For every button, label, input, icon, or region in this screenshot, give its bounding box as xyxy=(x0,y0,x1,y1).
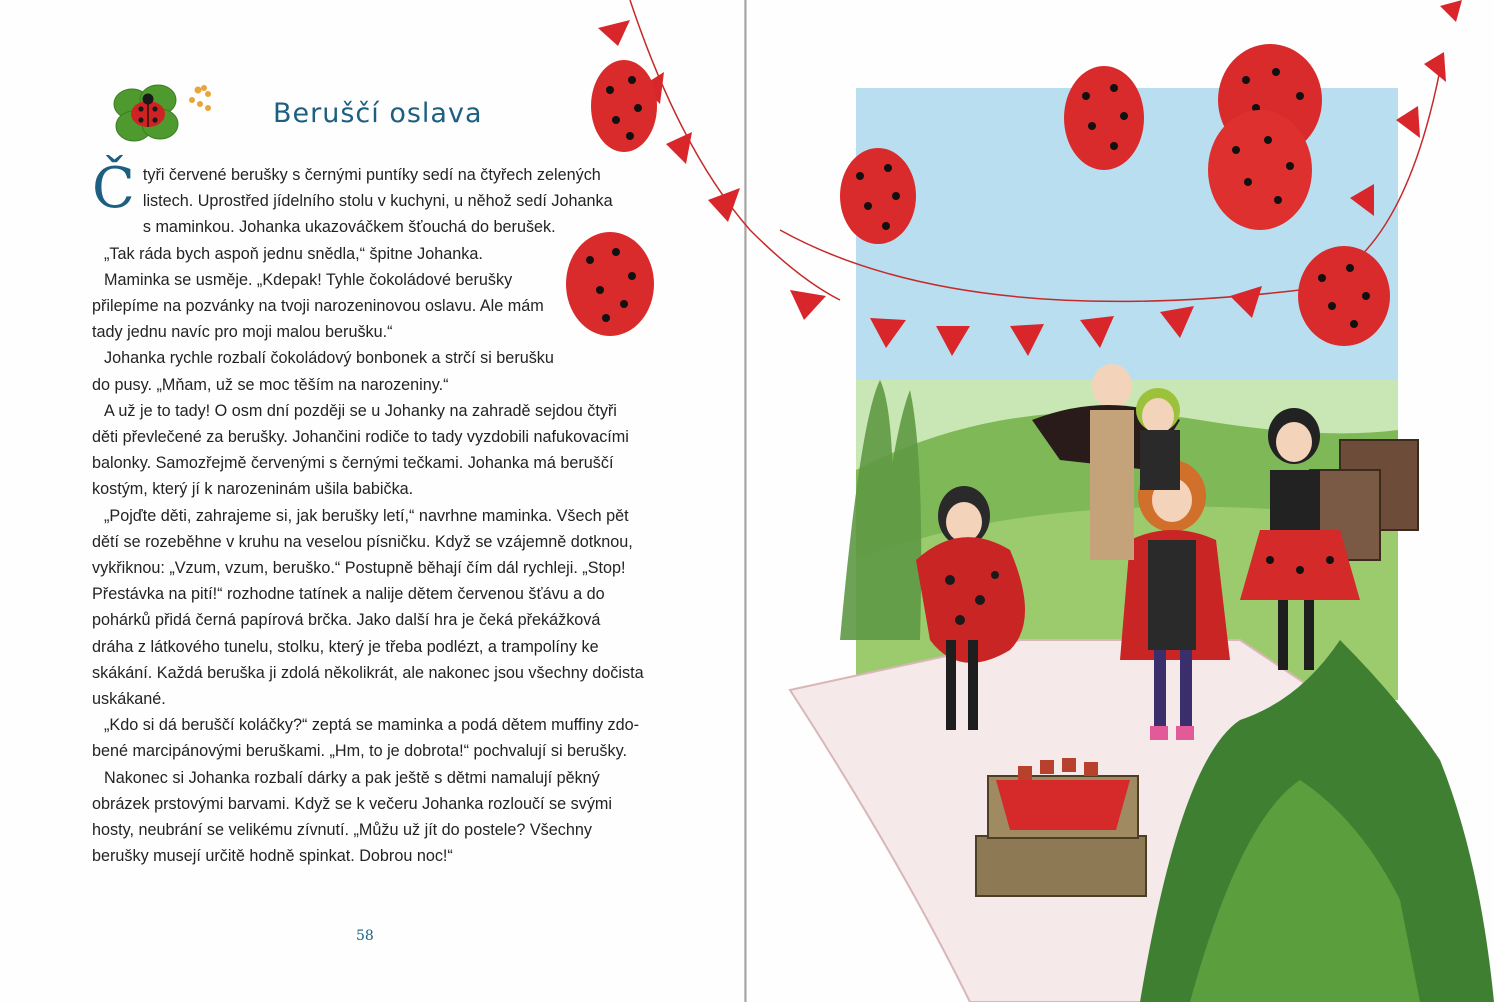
ladybug-on-clover-icon xyxy=(104,78,222,148)
story-line: Maminka se usměje. „Kdepak! Tyhle čokoládové berušky xyxy=(104,270,513,289)
story-line: „Pojďte děti, zahrajeme si, jak berušky letí,“ navrhne maminka. Všech pět xyxy=(104,506,629,525)
balloon xyxy=(1208,110,1312,230)
story-line: vykřiknou: „Vzum, vzum, beruško.“ Postupně běhají čím dál rychleji. „Stop! xyxy=(92,559,626,578)
balloon xyxy=(1298,246,1390,346)
story-line: listech. Uprostřed jídelního stolu v kuchyni, u něhož sedí Johanka xyxy=(142,192,613,211)
story-line: bené marcipánovými beruškami. „Hm, to je dobrota!“ pochvalují si berušky. xyxy=(92,742,628,761)
page-title: Beruščí oslava xyxy=(273,98,483,129)
story-line: dráha z látkového tunelu, stolku, který je třeba podlézt, a trampolíny ke xyxy=(92,637,599,656)
story-line: balonky. Samozřejmě červenými s černými tečkami. Johanka má beruščí xyxy=(92,454,614,473)
drop-cap: Č xyxy=(92,156,135,221)
story-line: A už je to tady! O osm dní později se u Johanky na zahradě sejdou čtyři xyxy=(104,401,617,420)
ladybug-party-illustration xyxy=(540,0,1494,1002)
story-line: uskákané. xyxy=(92,690,166,709)
story-line: skákání. Každá beruška ji zdolá několikrát, ale nakonec jsou všechny dočista xyxy=(92,663,644,682)
story-line: Nakonec si Johanka rozbalí dárky a pak ještě s dětmi namalují pěkný xyxy=(104,768,600,787)
story-line: berušky musejí určitě hodně spinkat. Dobrou noc!“ xyxy=(92,847,453,866)
story-line: Johanka rychle rozbalí čokoládový bonbonek a strčí si berušku xyxy=(104,349,554,368)
balloon xyxy=(840,148,916,244)
balloon xyxy=(591,60,657,152)
story-line: „Tak ráda bych aspoň jednu snědla,“ špitne Johanka. xyxy=(104,244,483,263)
story-line: „Kdo si dá beruščí koláčky?“ zeptá se maminka a podá dětem muffiny zdo- xyxy=(104,716,640,735)
balloon xyxy=(1064,66,1144,170)
story-line: děti převlečené za berušky. Johančini rodiče to tady vyzdobili nafukovacími xyxy=(92,428,629,447)
story-line: s maminkou. Johanka ukazováčkem šťouchá do berušek. xyxy=(142,218,556,237)
story-line: Přestávka na pití!“ rozhodne tatínek a nalije dětem červenou šťávu a do xyxy=(92,585,605,604)
story-line: pohárků přidá černá papírová brčka. Jako další hra je čeká překážková xyxy=(92,611,601,630)
story-line: kostým, který jí k narozeninám ušila babička. xyxy=(92,480,414,499)
story-line: tyři červené berušky s černými puntíky sedí na čtyřech zelených xyxy=(142,166,601,184)
story-line: hosty, neubrání se velikému zívnutí. „Můžu už jít do postele? Všechny xyxy=(92,821,592,840)
story-line: dětí se rozeběhne v kruhu na veselou písničku. Když se vzájemně dotknou, xyxy=(92,532,633,551)
story-line: obrázek prstovými barvami. Když se k večeru Johanka rozloučí se svými xyxy=(92,794,612,813)
balloon xyxy=(566,232,654,336)
story-line: tady jednu navíc pro moji malou berušku.“ xyxy=(92,323,393,342)
story-line: přilepíme na pozvánky na tvoji narozeninovou oslavu. Ale mám xyxy=(92,297,544,316)
story-line: do pusy. „Mňam, už se moc těším na narozeniny.“ xyxy=(92,375,449,394)
page-number: 58 xyxy=(356,928,374,944)
